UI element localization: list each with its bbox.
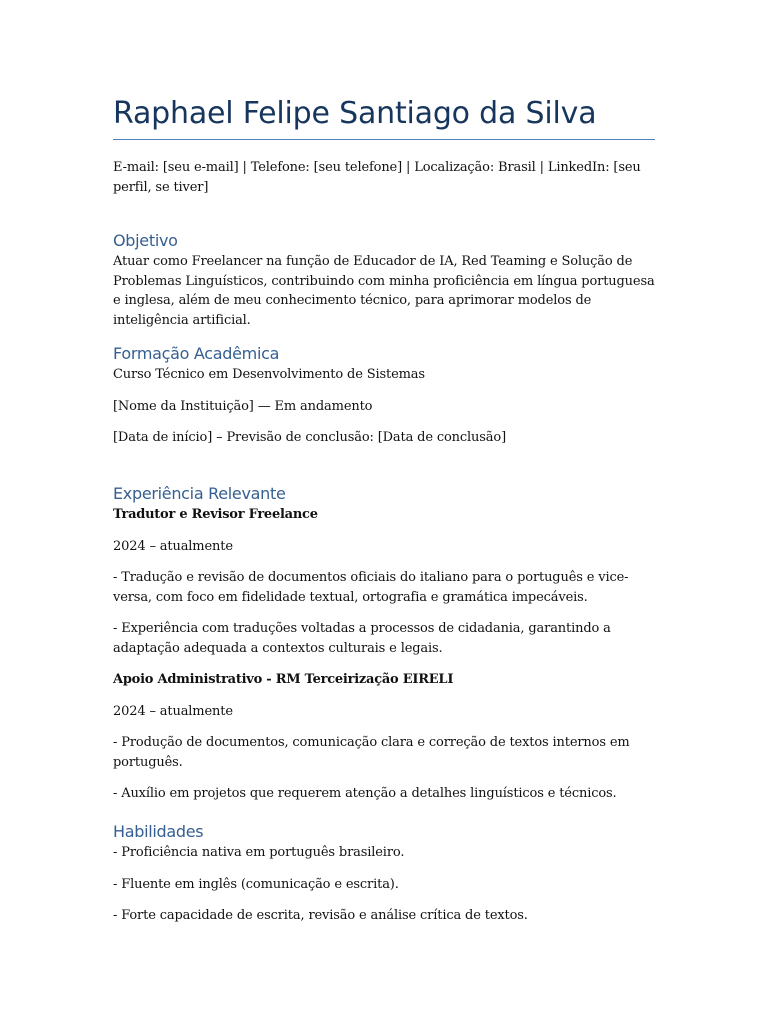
job-title: Tradutor e Revisor Freelance (113, 507, 318, 522)
education-section (113, 342, 655, 460)
skills-section (113, 820, 655, 938)
resume-name-title: Raphael Felipe Santiago da Silva (113, 96, 597, 131)
skill-item: - Proficiência nativa em português brasileiro. (113, 845, 405, 860)
job-period: 2024 – atualmente (113, 538, 233, 554)
title-divider (113, 139, 655, 140)
education-institution: [Nome da Instituição] — Em andamento (113, 398, 373, 414)
education-course: Curso Técnico em Desenvolvimento de Sistemas (113, 367, 425, 382)
experience-section (113, 482, 655, 816)
objective-text: Atuar como Freelancer na função de Educador de IA, Red Teaming e Solução de Problemas Linguísticos, contribuindo com minha proficiência em língua portuguesa e inglesa, além de meu conhecimento técnico, para aprimorar modelos de inteligência artificial. (113, 254, 655, 328)
job-bullet: - Produção de documentos, comunicação clara e correção de textos internos em português. (113, 735, 630, 770)
job-title: Apoio Administrativo - RM Terceirização EIRELI (113, 672, 454, 687)
skills-heading: Habilidades (113, 822, 204, 841)
job-entry (113, 670, 655, 804)
contact-line: E-mail: [seu e-mail] | Telefone: [seu telefone] | Localização: Brasil | LinkedIn: [seu perfil, se tiver] (113, 160, 641, 195)
education-dates: [Data de início] – Previsão de conclusão: [Data de conclusão] (113, 430, 506, 445)
objective-heading: Objetivo (113, 231, 178, 250)
job-entry (113, 505, 655, 658)
job-period: 2024 – atualmente (113, 703, 233, 719)
job-bullet: - Tradução e revisão de documentos oficiais do italiano para o português e vice-versa, com foco em fidelidade textual, ortografia e gramática impecáveis. (113, 570, 629, 605)
skill-item: - Fluente em inglês (comunicação e escrita). (113, 876, 399, 892)
skill-item: - Forte capacidade de escrita, revisão e análise crítica de textos. (113, 908, 528, 923)
education-heading: Formação Acadêmica (113, 344, 280, 363)
objective-section (113, 229, 655, 342)
job-bullet: - Auxílio em projetos que requerem atenção a detalhes linguísticos e técnicos. (113, 786, 617, 801)
experience-heading: Experiência Relevante (113, 484, 286, 503)
job-bullet: - Experiência com traduções voltadas a processos de cidadania, garantindo a adaptação adequada a contextos culturais e legais. (113, 621, 611, 656)
